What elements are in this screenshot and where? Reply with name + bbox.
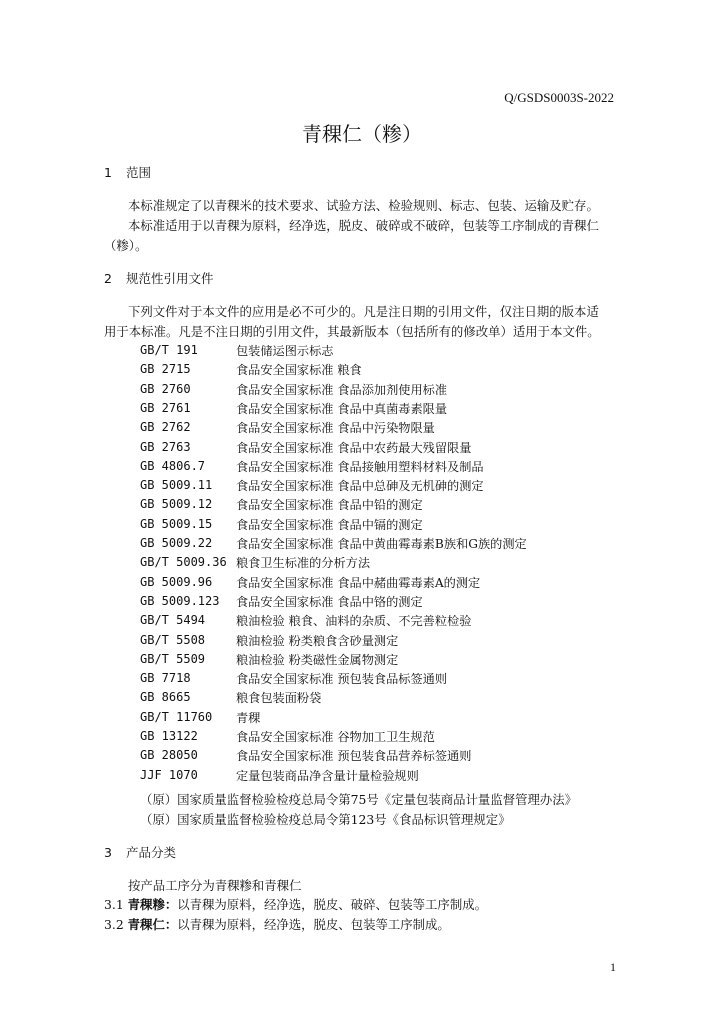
scope-paragraph-2-line-1: 本标准适用于以青稞为原料，经净选，脱皮、破碎或不破碎，包装等工序制成的青稞仁 (128, 218, 599, 233)
reference-code: GB/T 11760 (140, 709, 213, 724)
scope-paragraph-2-line-2: （糁）。 (104, 238, 148, 253)
reference-title: 粮食卫生标准的分析方法 (236, 556, 371, 571)
section-number: 3 (104, 845, 112, 860)
reference-code: GB/T 5009.36 (140, 555, 227, 570)
classification-intro: 按产品工序分为青稞糁和青稞仁 (128, 878, 302, 893)
reference-code: GB/T 191 (140, 343, 198, 357)
decree-2: （原）国家质量监督检验检疫总局令第123号《食品标识管理规定》 (140, 812, 511, 827)
reference-title: 食品安全国家标准 预包装食品营养标签通则 (236, 749, 472, 764)
scope-paragraph-1: 本标准规定了以青稞米的技术要求、试验方法、检验规则、标志、包装、运输及贮存。 (128, 198, 599, 213)
refs-intro-line-1: 下列文件对于本文件的应用是必不可少的。凡是注日期的引用文件，仅注日期的版本适 (128, 304, 599, 319)
reference-title: 食品安全国家标准 食品中镉的测定 (236, 517, 423, 532)
reference-code: GB 28050 (140, 748, 198, 763)
reference-code: GB 13122 (140, 729, 198, 743)
reference-title: 食品安全国家标准 粮食 (236, 363, 362, 378)
reference-code: GB 2760 (140, 381, 191, 396)
reference-code: GB 2761 (140, 400, 191, 415)
reference-title: 食品安全国家标准 食品接触用塑料材料及制品 (236, 459, 484, 474)
reference-code: GB 5009.15 (140, 516, 213, 531)
document-title: 青稞仁（糁） (302, 122, 422, 146)
reference-code: GB 2715 (140, 362, 191, 377)
reference-title: 食品安全国家标准 食品中铬的测定 (236, 594, 423, 609)
reference-title: 食品安全国家标准 食品中赭曲霉毒素A的测定 (236, 575, 481, 590)
reference-code: GB 5009.123 (140, 593, 220, 608)
reference-title: 食品安全国家标准 食品中总砷及无机砷的测定 (236, 479, 484, 494)
item-term: 青稞糁： (127, 897, 178, 912)
reference-code: GB 5009.12 (140, 497, 213, 512)
reference-title: 食品安全国家标准 食品中污染物限量 (236, 421, 435, 436)
decree-1: （原）国家质量监督检验检疫总局令第75号《定量包装商品计量监督管理办法》 (140, 792, 578, 807)
reference-code: GB/T 5508 (140, 632, 206, 647)
item-number: 3.1 (104, 897, 124, 912)
refs-intro-line-2: 用于本标准。凡是不注日期的引用文件，其最新版本（包括所有的修改单）适用于本文件。 (104, 324, 600, 339)
reference-title: 食品安全国家标准 预包装食品标签通则 (236, 672, 448, 687)
reference-title: 定量包装商品净含量计量检验规则 (236, 768, 419, 783)
reference-code: GB 5009.22 (140, 536, 213, 550)
section-title: 规范性引用文件 (126, 271, 214, 286)
reference-code: GB/T 5509 (140, 651, 206, 666)
reference-title: 食品安全国家标准 食品中黄曲霉毒素B族和G族的测定 (236, 537, 527, 551)
reference-title: 粮油检验 粉类磁性金属物测定 (236, 652, 399, 667)
section-title: 产品分类 (126, 845, 177, 860)
reference-code: GB 7718 (140, 671, 191, 686)
reference-title: 包装储运图示标志 (236, 344, 334, 358)
reference-code: GB 2762 (140, 420, 191, 435)
classification-item-1 (104, 895, 487, 913)
reference-code: GB 2763 (140, 439, 191, 454)
page-number: 1 (610, 960, 616, 974)
item-text: 以青稞为原料，经净选，脱皮、破碎、包装等工序制成。 (177, 897, 487, 912)
reference-title: 食品安全国家标准 谷物加工卫生规范 (236, 730, 435, 744)
reference-title: 青稞 (236, 710, 261, 725)
reference-title: 食品安全国家标准 食品中真菌毒素限量 (236, 401, 448, 416)
item-term: 青稞仁： (127, 917, 178, 932)
reference-code: GB 5009.96 (140, 574, 213, 589)
reference-code: GB 8665 (140, 690, 191, 705)
reference-code: GB 5009.11 (140, 478, 213, 493)
reference-code: JJF 1070 (140, 767, 198, 782)
item-text: 以青稞为原料，经净选，脱皮、包装等工序制成。 (177, 917, 450, 932)
reference-title: 食品安全国家标准 食品中农药最大残留限量 (236, 440, 472, 455)
reference-title: 粮油检验 粮食、油料的杂质、不完善粒检验 (236, 614, 472, 629)
section-title: 范围 (126, 165, 152, 180)
section-number: 1 (104, 165, 112, 180)
reference-title: 食品安全国家标准 食品添加剂使用标准 (236, 382, 448, 397)
reference-title: 食品安全国家标准 食品中铅的测定 (236, 498, 423, 513)
section-2-heading (104, 269, 214, 287)
classification-item-2 (104, 915, 450, 933)
reference-code: GB/T 5494 (140, 613, 206, 628)
reference-code: GB 4806.7 (140, 458, 206, 473)
document-number: Q/GSDS0003S-2022 (504, 90, 614, 105)
section-3-heading (104, 843, 176, 861)
reference-title: 粮食包装面粉袋 (236, 691, 322, 706)
section-1-heading (104, 163, 151, 181)
reference-title: 粮油检验 粉类粮食含砂量测定 (236, 633, 399, 648)
section-number: 2 (104, 271, 112, 286)
item-number: 3.2 (104, 917, 124, 932)
